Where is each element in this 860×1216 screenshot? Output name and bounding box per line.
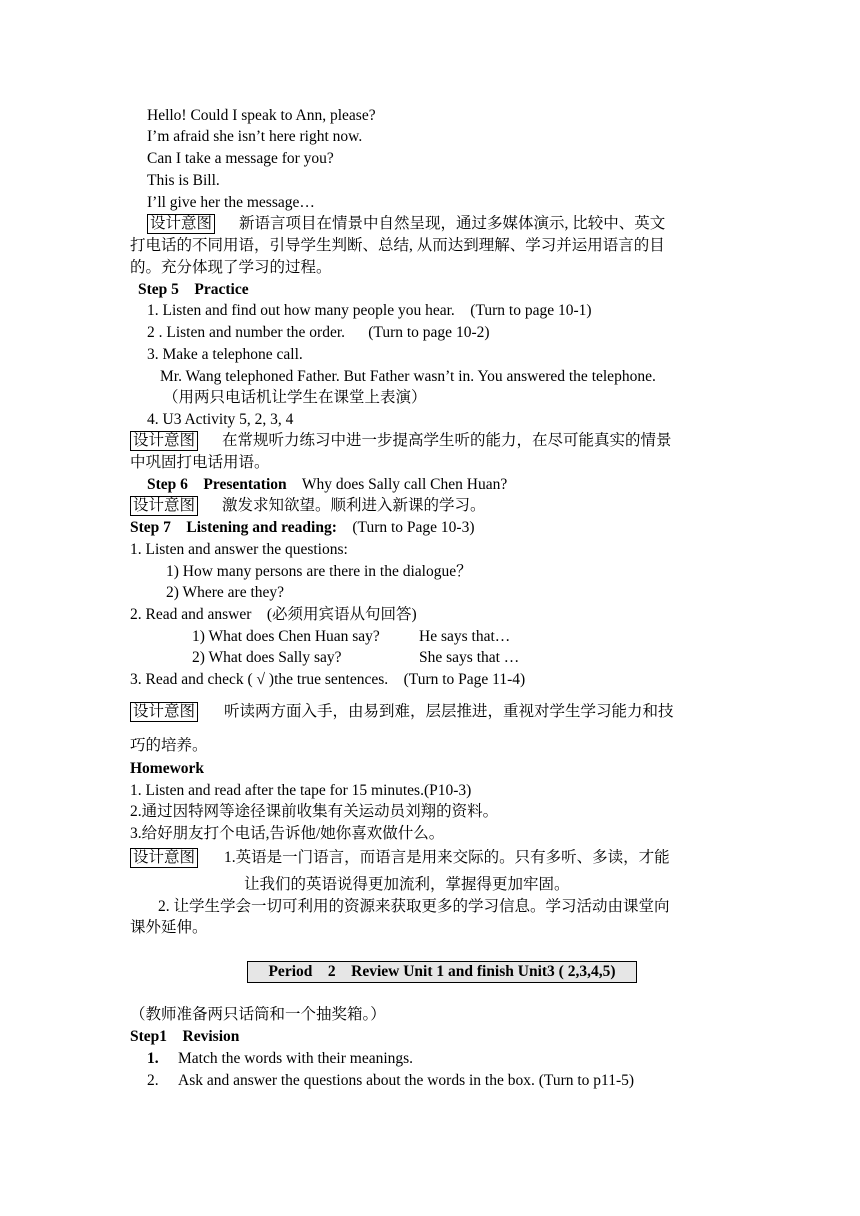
design-intent-1-line-3: 的。充分体现了学习的过程。 (130, 259, 332, 276)
design-intent-2-line-2: 中巩固打电话用语。 (130, 454, 270, 471)
step7-q2a-answer: He says that… (419, 628, 511, 645)
design-intent-2-line-1: 在常规听力练习中进一步提高学生听的能力，在尽可能真实的情景 (222, 432, 672, 449)
dialogue-line-5: I’ll give her the message… (147, 194, 315, 211)
design-intent-3 (130, 496, 486, 516)
design-intent-2 (130, 431, 672, 451)
step6-title: Step 6 Presentation (147, 476, 287, 493)
step7 (130, 518, 475, 538)
design-intent-label: 设计意图 (147, 214, 215, 234)
period-2-step1-title: Step1 Revision (130, 1028, 240, 1045)
design-intent-1-line-1: 新语言项目在情景中自然呈现，通过多媒体演示, 比较中、英文 (239, 215, 666, 232)
design-intent-5 (130, 848, 670, 868)
homework-item-1: 1. Listen and read after the tape for 15 minutes.(P10-3) (130, 782, 472, 799)
design-intent-5-line-1: 1.英语是一门语言，而语言是用来交际的。只有多听、多读，才能 (224, 849, 670, 866)
design-intent-label: 设计意图 (130, 702, 198, 722)
homework-item-2: 2.通过因特网等途径课前收集有关运动员刘翔的资料。 (130, 803, 499, 820)
dialogue-line-1: Hello! Could I speak to Ann, please? (147, 107, 376, 124)
step7-q1: 1. Listen and answer the questions: (130, 541, 348, 558)
step5-item-1: 1. Listen and find out how many people you hear. (Turn to page 10-1) (147, 302, 592, 319)
dialogue-line-4: This is Bill. (147, 172, 220, 189)
design-intent-label: 设计意图 (130, 431, 198, 451)
step7-q2: 2. Read and answer (必须用宾语从句回答) (130, 606, 417, 623)
step6-question: Why does Sally call Chen Huan? (301, 476, 508, 493)
design-intent-1-line-2: 打电话的不同用语，引导学生判断、总结, 从而达到理解、学习并运用语言的目 (130, 237, 665, 254)
step6 (147, 475, 507, 495)
homework-item-3: 3.给好朋友打个电话,告诉他/她你喜欢做什么。 (130, 825, 445, 842)
step7-q2b-answer: She says that … (419, 649, 520, 666)
period-2-heading (247, 961, 637, 983)
step5-title: Step 5 Practice (138, 281, 249, 298)
step5-item-3-detail: Mr. Wang telephoned Father. But Father wasn’t in. You answered the telephone. (160, 368, 656, 385)
step7-q2b: 2) What does Sally say? (192, 649, 342, 666)
design-intent-label: 设计意图 (130, 848, 198, 868)
dialogue-line-3: Can I take a message for you? (147, 150, 334, 167)
step7-ref: (Turn to Page 10-3) (352, 519, 475, 536)
dialogue-line-2: I’m afraid she isn’t here right now. (147, 128, 363, 145)
design-intent-label: 设计意图 (130, 496, 198, 516)
period-2-item-2: Ask and answer the questions about the words in the box. (Turn to p11-5) (178, 1072, 635, 1089)
design-intent-4 (130, 702, 674, 722)
design-intent-1 (147, 214, 665, 234)
step5-item-2: 2 . Listen and number the order. (Turn to page 10-2) (147, 324, 490, 341)
design-intent-5-line-3: 2. 让学生学会一切可利用的资源来获取更多的学习信息。学习活动由课堂向 (158, 898, 670, 915)
design-intent-5-line-2: 让我们的英语说得更加流利，掌握得更加牢固。 (244, 876, 570, 893)
step7-q1b: 2) Where are they? (166, 584, 285, 601)
step5-item-3: 3. Make a telephone call. (147, 346, 303, 363)
period-2-item-2-number: 2. (147, 1072, 159, 1089)
step5-item-3-note: （用两只电话机让学生在课堂上表演） (163, 389, 427, 406)
period-2-title: Period 2 Review Unit 1 and finish Unit3 ( 2,3,4,5) (268, 963, 616, 980)
period-2-note: （教师准备两只话筒和一个抽奖箱。） (130, 1006, 386, 1023)
design-intent-4-line-2: 巧的培养。 (130, 737, 208, 754)
period-2-item-1-number: 1. (147, 1050, 159, 1067)
step7-q3: 3. Read and check ( √ )the true sentences. (Turn to Page 11-4) (130, 671, 526, 688)
homework-title: Homework (130, 760, 205, 777)
step7-title: Step 7 Listening and reading: (130, 519, 337, 536)
step5-item-4: 4. U3 Activity 5, 2, 3, 4 (147, 411, 294, 428)
design-intent-5-line-4: 课外延伸。 (130, 919, 208, 936)
design-intent-3-line-1: 激发求知欲望。顺利进入新课的学习。 (222, 497, 486, 514)
design-intent-4-line-1: 听读两方面入手，由易到难，层层推进，重视对学生学习能力和技 (224, 703, 674, 720)
step7-q1a: 1) How many persons are there in the dialogue？ (166, 563, 472, 580)
step7-q2a: 1) What does Chen Huan say? (192, 628, 380, 645)
period-2-item-1: Match the words with their meanings. (178, 1050, 414, 1067)
